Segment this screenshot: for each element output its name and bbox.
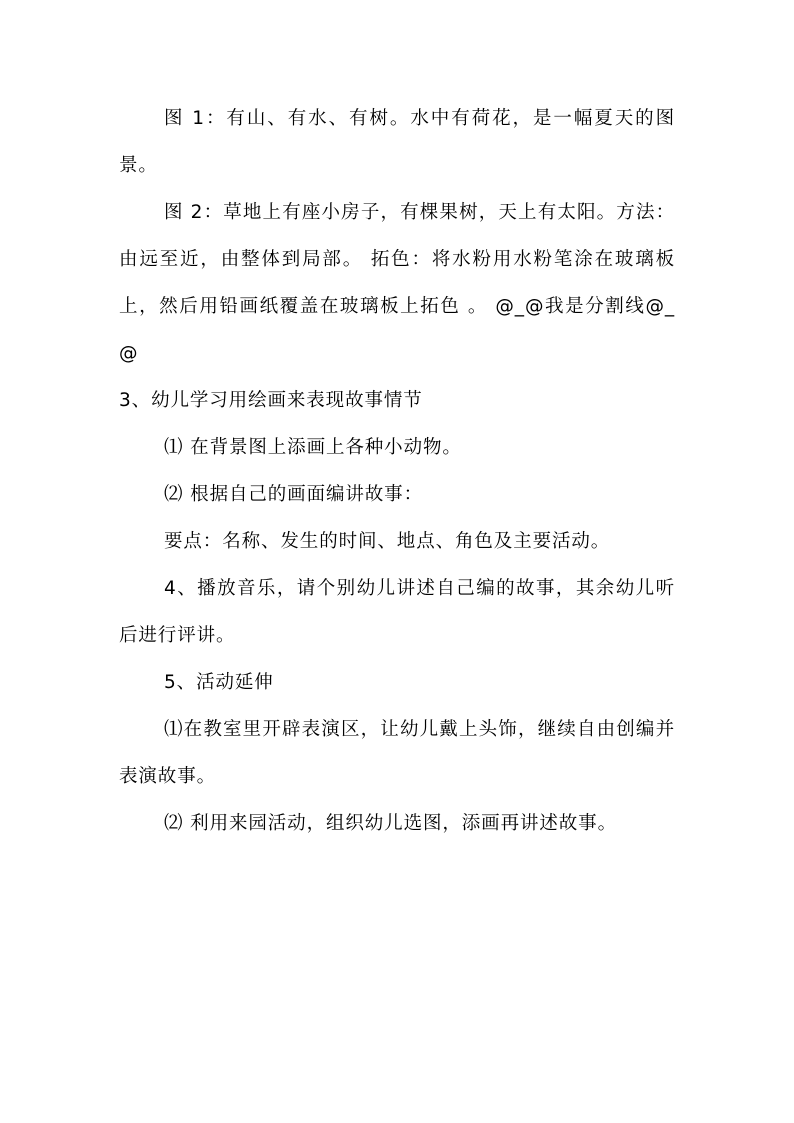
list-item-5-2: ⑵ 利用来园活动，组织幼儿选图，添画再讲述故事。 <box>164 813 617 834</box>
paragraph-key-points: 要点：名称、发生的时间、地点、角色及主要活动。 <box>164 531 611 552</box>
list-item-3-2: ⑵ 根据自己的画面编讲故事： <box>164 484 423 505</box>
section-heading-5: 5、活动延伸 <box>164 672 274 693</box>
document-body <box>119 95 675 847</box>
section-heading-3: 3、幼儿学习用绘画来表现故事情节 <box>119 390 423 411</box>
paragraph-figure-1: 图 1：有山、有水、有树。水中有荷花，是一幅夏天的图景。 <box>119 108 675 176</box>
paragraph-figure-2: 图 2：草地上有座小房子，有棵果树，天上有太阳。方法：由远至近，由整体到局部。 拓色：将水粉用水粉笔涂在玻璃板上，然后用铅画纸覆盖在玻璃板上拓色 。 @_@我是分割线@_@ <box>119 202 675 364</box>
list-item-5-1: ⑴在教室里开辟表演区，让幼儿戴上头饰，继续自由创编并表演故事。 <box>119 719 675 787</box>
list-item-3-1: ⑴ 在背景图上添画上各种小动物。 <box>164 437 462 458</box>
section-paragraph-4: 4、播放音乐，请个别幼儿讲述自己编的故事，其余幼儿听后进行评讲。 <box>119 578 675 646</box>
